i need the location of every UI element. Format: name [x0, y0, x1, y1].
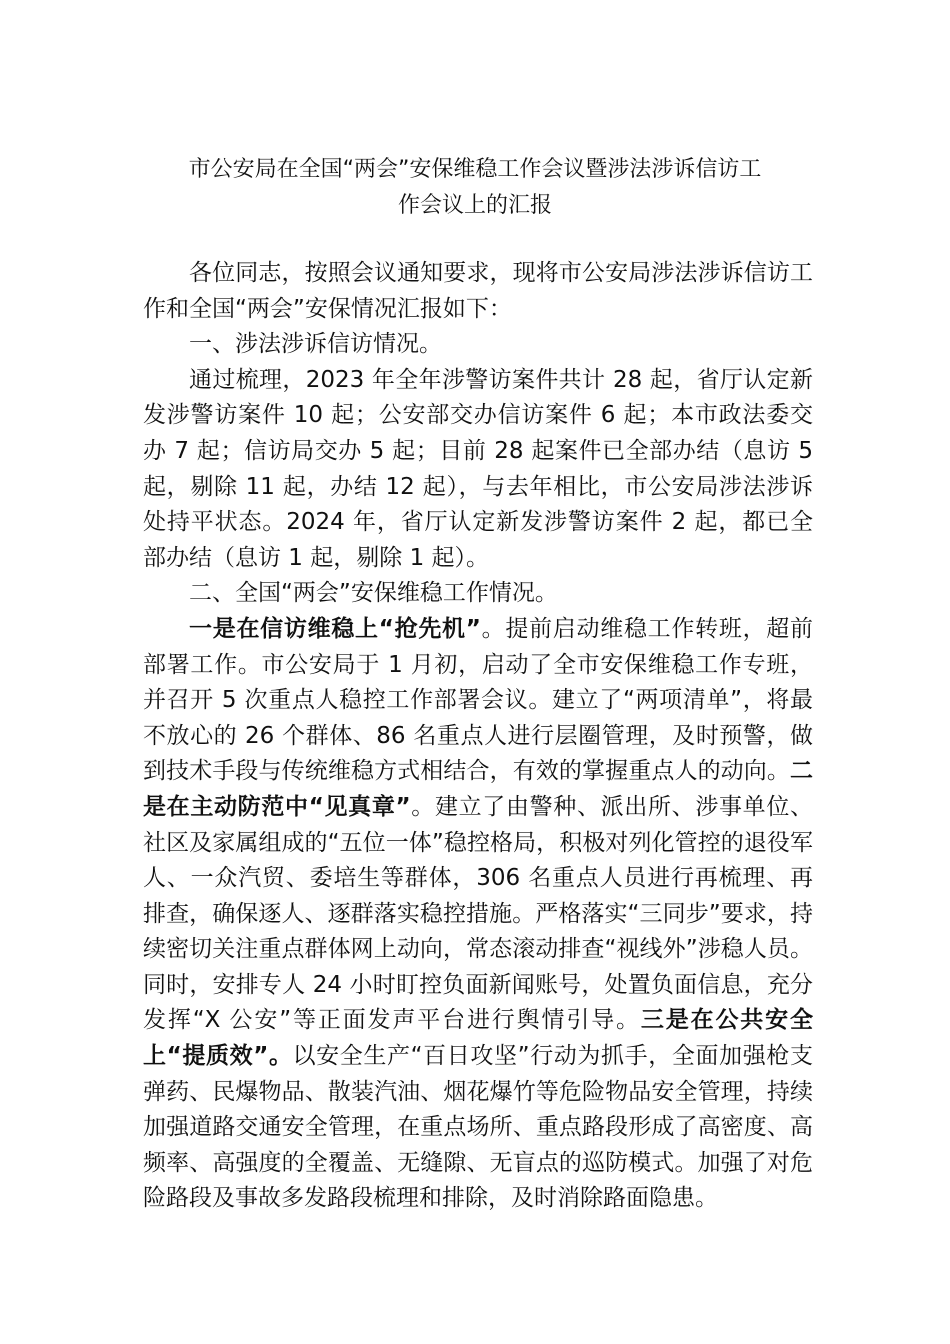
point-3-body: 以安全生产“百日攻坚”行动为抓手，全面加强枪支弹药、民爆物品、散装汽油、烟花爆竹等危险物品安全管理，持续加强道路交通安全管理，在重点场所、重点路段形成了高密度、高频率、高强度的全覆盖、无缝隙、无盲点的巡防模式。加强了对危险路段及事故多发路段梳理和排除，及时消除路面隐患。: [143, 1043, 813, 1212]
title-line-1: 市公安局在全国“两会”安保维稳工作会议暨涉法涉诉信访工: [188, 157, 762, 182]
point-1-body: 。提前启动维稳工作转班，超前部署工作。市公安局于 1 月初，启动了全市安保维稳工作专班，并召开 5 次重点人稳控工作部署会议。建立了“两项清单”，将最不放心的 26 个群体、86 名重点人进行层圈管理，及时预警，做到技术手段与传统维稳方式相结合，有效的掌握重点人的动向。: [143, 615, 814, 785]
section-1-paragraph: 通过梳理，2023 年全年涉警访案件共计 28 起，省厅认定新发涉警访案件 10 起；公安部交办信访案件 6 起；本市政法委交办 7 起；信访局交办 5 起；目前 28 起案件已全部办结（息访 5 起，剔除 11 起，办结 12 起），与去年相比，市公安局涉法涉诉处持平状态。2024 年，省厅认定新发涉警访案件 2 起，都已全部办结（息访 1 起，剔除 1 起）。: [143, 366, 813, 571]
section-2-heading: 二、全国“两会”安保维稳工作情况。: [189, 580, 558, 607]
document-body: [143, 256, 813, 1217]
title-line-2: 作会议上的汇报: [397, 193, 552, 218]
point-3-title: 三是在公共安全上“提质效”。: [143, 1007, 814, 1070]
point-1-title: 一是在信访维稳上“抢先机”: [189, 615, 481, 642]
section-2-paragraph: [143, 612, 813, 1217]
point-2-title: 二是在主动防范中“见真章”: [143, 758, 813, 820]
document-title: [120, 152, 830, 224]
section-1-heading: 一、涉法涉诉信访情况。: [189, 331, 442, 358]
intro-paragraph: 各位同志，按照会议通知要求，现将市公安局涉法涉诉信访工作和全国“两会”安保情况汇报如下：: [143, 260, 813, 322]
point-2-body: 。建立了由警种、派出所、涉事单位、社区及家属组成的“五位一体”稳控格局，积极对列化管控的退役军人、一众汽贸、委培生等群体，306 名重点人员进行再梳理、再排查，确保逐人、逐群落实稳控措施。严格落实“三同步”要求，持续密切关注重点群体网上动向，常态滚动排查“视线外”涉稳人员。同时，安排专人 24 小时盯控负面新闻账号，处置负面信息，充分发挥“X 公安”等正面发声平台进行舆情引导。: [143, 793, 814, 1034]
